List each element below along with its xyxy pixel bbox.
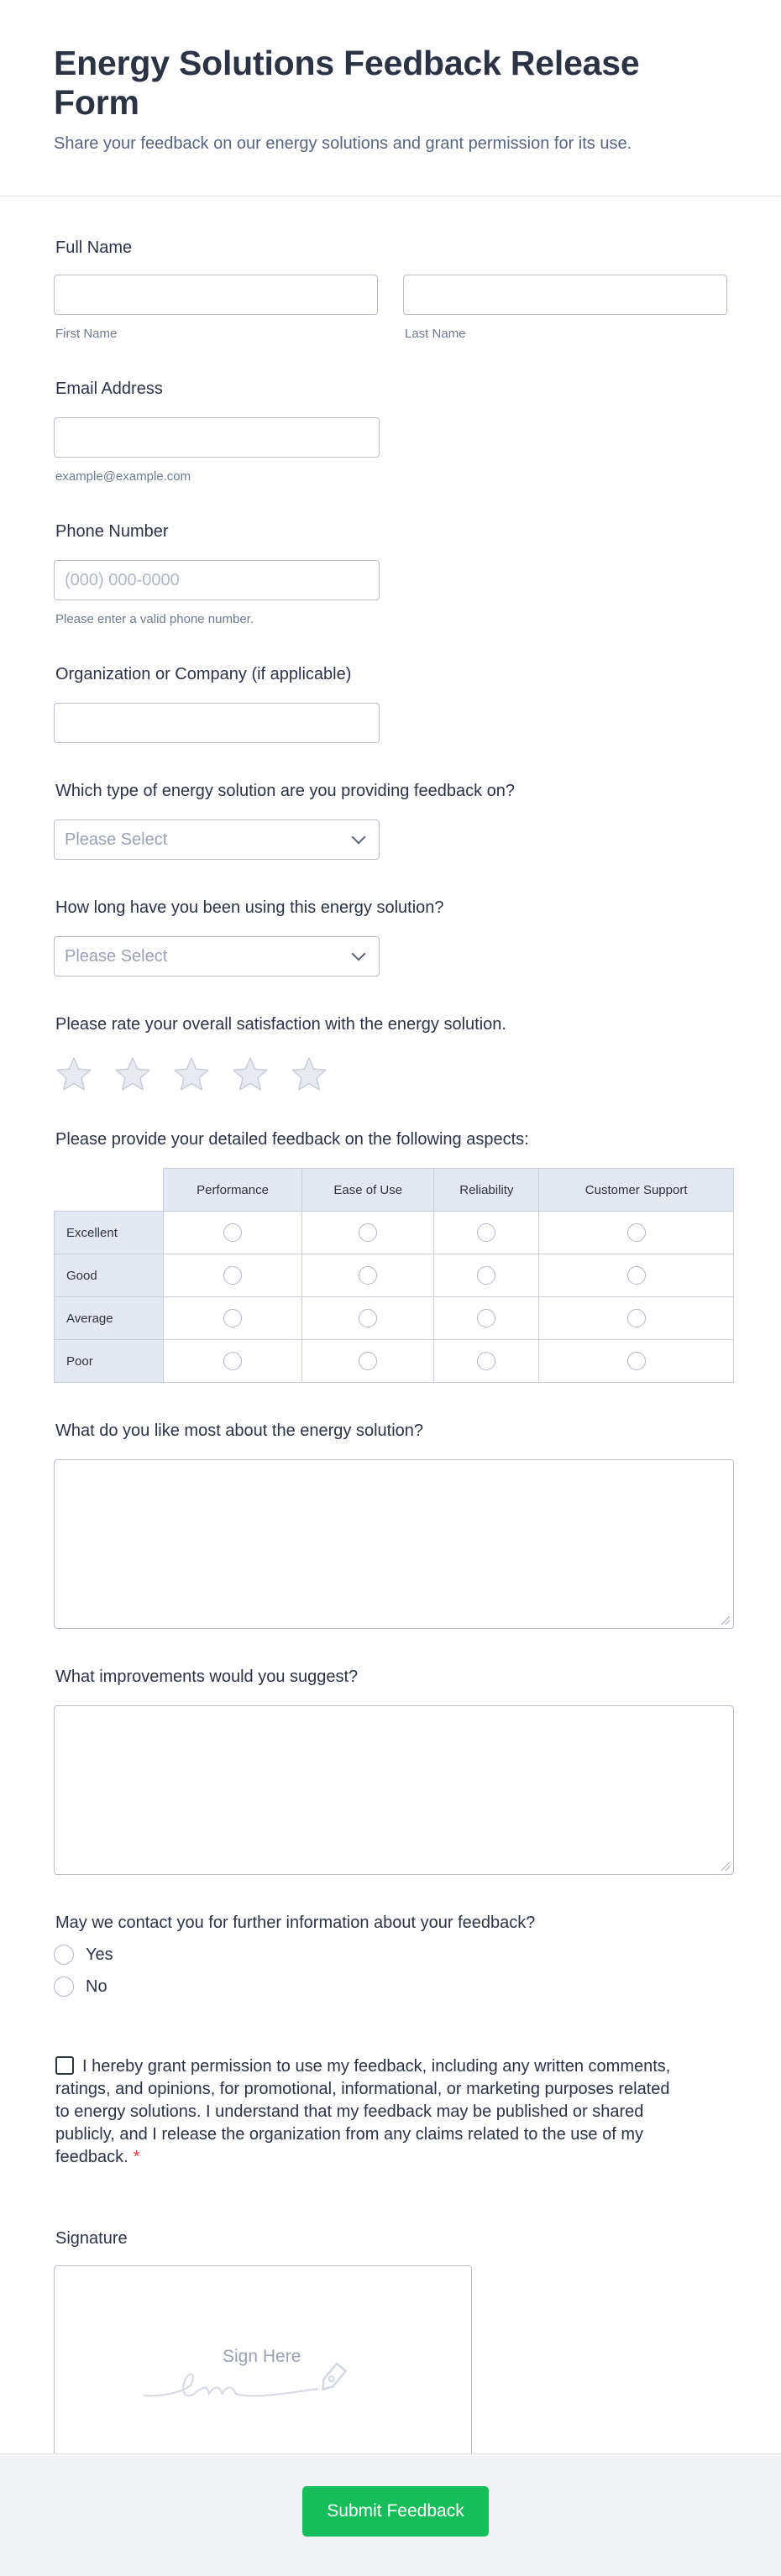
chevron-down-icon <box>352 947 366 961</box>
matrix-cell[interactable] <box>302 1212 434 1254</box>
form-body <box>0 196 781 2503</box>
required-mark: * <box>133 2148 140 2166</box>
matrix-column-header: Ease of Use <box>302 1169 434 1212</box>
radio-icon[interactable] <box>54 1945 74 1965</box>
likes-textarea[interactable] <box>54 1459 734 1629</box>
matrix-cell[interactable] <box>164 1254 302 1297</box>
matrix-cell[interactable] <box>539 1254 734 1297</box>
matrix-cell[interactable] <box>539 1212 734 1254</box>
matrix-row <box>55 1297 734 1340</box>
contact-label: May we contact you for further information about your feedback? <box>55 1914 536 1932</box>
usage-duration-value: Please Select <box>65 946 168 966</box>
chevron-down-icon <box>352 830 366 845</box>
radio-icon[interactable] <box>627 1309 646 1327</box>
likes-label: What do you like most about the energy solution? <box>55 1422 424 1440</box>
radio-icon[interactable] <box>477 1266 495 1285</box>
resize-grip-icon[interactable] <box>721 1862 730 1871</box>
usage-duration-select[interactable] <box>54 936 380 976</box>
last-name-sublabel: Last Name <box>405 327 466 341</box>
resize-grip-icon[interactable] <box>721 1616 730 1625</box>
email-label: Email Address <box>55 380 163 398</box>
usage-duration-section <box>54 860 727 976</box>
email-input[interactable] <box>54 417 380 458</box>
email-sublabel: example@example.com <box>55 469 191 484</box>
submit-button[interactable]: Submit Feedback <box>302 2486 489 2537</box>
contact-option-label: No <box>86 1977 107 1996</box>
matrix-cell[interactable] <box>164 1340 302 1383</box>
matrix-cell[interactable] <box>164 1212 302 1254</box>
radio-icon[interactable] <box>359 1309 377 1327</box>
radio-icon[interactable] <box>223 1266 242 1285</box>
consent-text: I hereby grant permission to use my feedback, including any written comments, ratings, and opinions, for promotional, informational, or marketing purposes related to energy solutions. I understand that my feedback may be published or shared publicly, and I release the organization from any claims related to the use of my feedback. <box>55 2057 671 2166</box>
radio-icon[interactable] <box>477 1223 495 1242</box>
matrix-row <box>55 1212 734 1254</box>
matrix-row <box>55 1340 734 1383</box>
solution-type-section <box>54 743 727 860</box>
radio-icon[interactable] <box>54 1977 74 1997</box>
matrix-section <box>54 1092 727 1383</box>
last-name-input[interactable] <box>403 275 727 315</box>
matrix-cell[interactable] <box>434 1340 539 1383</box>
radio-icon[interactable] <box>477 1352 495 1370</box>
consent-checkbox[interactable] <box>55 2056 74 2075</box>
matrix-cell[interactable] <box>302 1340 434 1383</box>
satisfaction-section <box>54 976 727 1092</box>
matrix-label: Please provide your detailed feedback on the following aspects: <box>55 1130 529 1149</box>
contact-option-no[interactable] <box>54 1977 727 1997</box>
signature-label: Signature <box>55 2229 128 2248</box>
email-section <box>54 341 727 484</box>
matrix-cell[interactable] <box>539 1340 734 1383</box>
phone-input[interactable]: (000) 000-0000 <box>54 560 380 600</box>
star-icon[interactable] <box>173 1056 210 1092</box>
matrix-column-header: Customer Support <box>539 1169 734 1212</box>
contact-option-yes[interactable] <box>54 1945 727 1965</box>
star-icon[interactable] <box>232 1056 269 1092</box>
radio-icon[interactable] <box>627 1352 646 1370</box>
radio-icon[interactable] <box>223 1223 242 1242</box>
radio-icon[interactable] <box>627 1266 646 1285</box>
matrix-cell[interactable] <box>539 1297 734 1340</box>
matrix-cell[interactable] <box>434 1212 539 1254</box>
form-header <box>0 0 781 196</box>
solution-type-label: Which type of energy solution are you providing feedback on? <box>55 782 516 800</box>
phone-section <box>54 484 727 626</box>
matrix-column-header: Performance <box>164 1169 302 1212</box>
matrix-cell[interactable] <box>302 1297 434 1340</box>
matrix-row-header: Poor <box>55 1340 164 1383</box>
first-name-sublabel: First Name <box>55 327 118 341</box>
matrix-row <box>55 1254 734 1297</box>
star-icon[interactable] <box>114 1056 151 1092</box>
contact-option-label: Yes <box>86 1945 113 1964</box>
likes-section <box>54 1383 727 1629</box>
organization-section <box>54 626 727 743</box>
matrix-row-header: Average <box>55 1297 164 1340</box>
radio-icon[interactable] <box>223 1309 242 1327</box>
radio-icon[interactable] <box>223 1352 242 1370</box>
consent-text-block <box>54 2055 674 2169</box>
form-footer <box>0 2453 781 2576</box>
star-icon[interactable] <box>55 1056 92 1092</box>
matrix-row-header: Good <box>55 1254 164 1297</box>
signature-squiggle-icon <box>142 2360 394 2411</box>
usage-duration-label: How long have you been using this energy solution? <box>55 898 444 917</box>
full-name-section <box>54 196 727 341</box>
phone-label: Phone Number <box>55 522 169 541</box>
radio-icon[interactable] <box>627 1223 646 1242</box>
star-icon[interactable] <box>291 1056 328 1092</box>
improvements-textarea[interactable] <box>54 1705 734 1875</box>
full-name-label: Full Name <box>55 238 133 257</box>
form-title: Energy Solutions Feedback Release Form <box>54 44 640 122</box>
matrix-cell[interactable] <box>302 1254 434 1297</box>
contact-section <box>54 1875 727 1997</box>
form-subtitle: Share your feedback on our energy solutions and grant permission for its use. <box>54 134 632 153</box>
matrix-row-header: Excellent <box>55 1212 164 1254</box>
signature-hint: Sign Here <box>223 2347 301 2366</box>
matrix-cell[interactable] <box>434 1254 539 1297</box>
matrix-column-header: Reliability <box>434 1169 539 1212</box>
radio-icon[interactable] <box>359 1223 377 1242</box>
improvements-section <box>54 1629 727 1875</box>
radio-icon[interactable] <box>359 1266 377 1285</box>
matrix-corner <box>55 1169 164 1212</box>
consent-section <box>54 1997 727 2169</box>
signature-pad[interactable] <box>54 2265 472 2475</box>
organization-input[interactable] <box>54 703 380 743</box>
matrix-cell[interactable] <box>434 1297 539 1340</box>
improvements-label: What improvements would you suggest? <box>55 1668 359 1686</box>
star-rating <box>54 1056 727 1092</box>
organization-label: Organization or Company (if applicable) <box>55 665 352 683</box>
satisfaction-label: Please rate your overall satisfaction with the energy solution. <box>55 1015 506 1034</box>
feedback-matrix <box>54 1168 734 1383</box>
radio-icon[interactable] <box>477 1309 495 1327</box>
radio-icon[interactable] <box>359 1352 377 1370</box>
phone-sublabel: Please enter a valid phone number. <box>55 612 254 626</box>
solution-type-value: Please Select <box>65 830 168 849</box>
matrix-cell[interactable] <box>164 1297 302 1340</box>
solution-type-select[interactable] <box>54 819 380 860</box>
first-name-input[interactable] <box>54 275 378 315</box>
